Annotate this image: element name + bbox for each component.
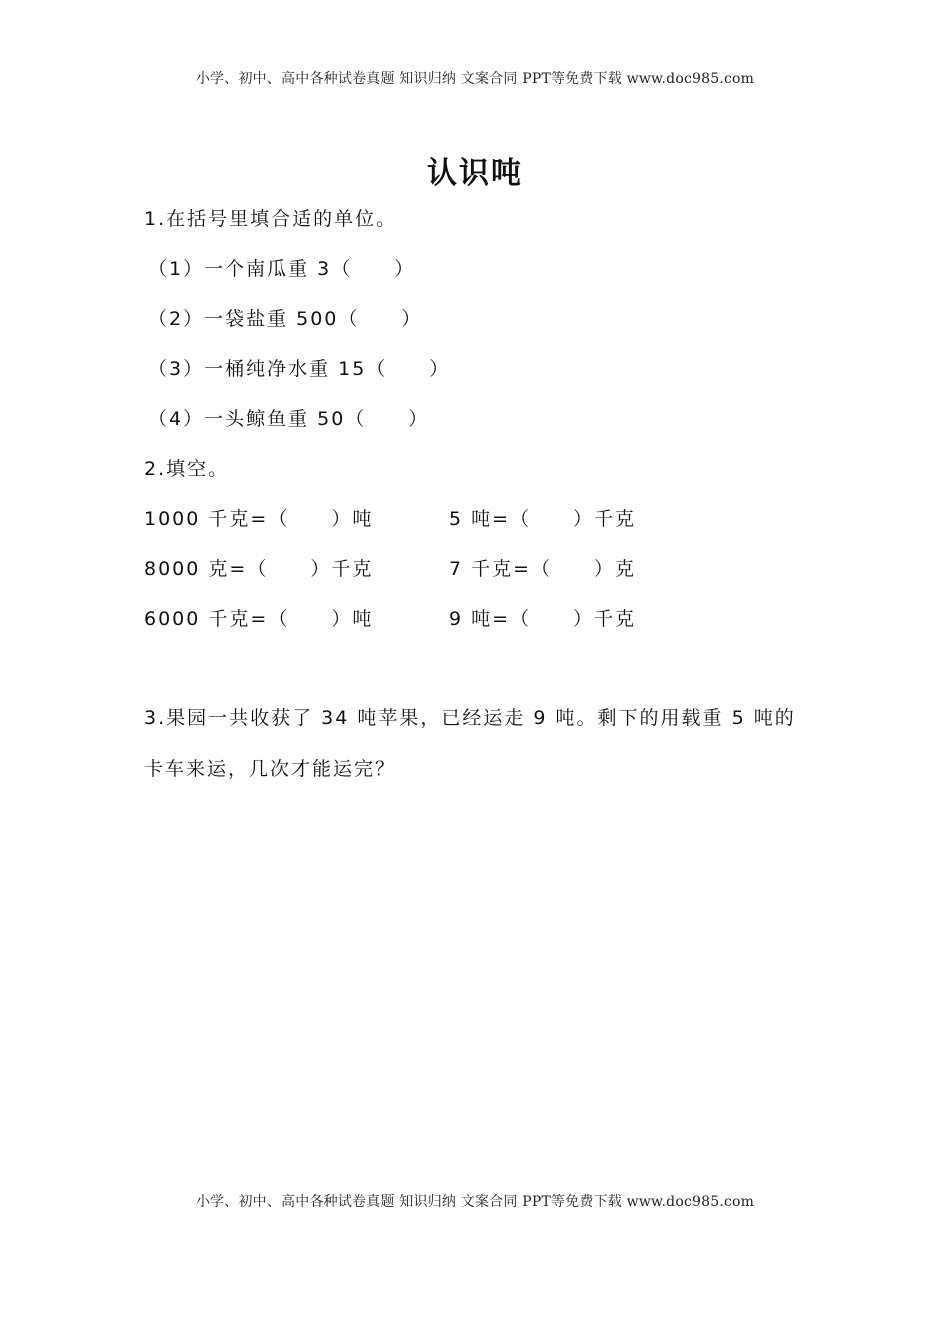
question-3-line-1: 3.果园一共收获了 34 吨苹果，已经运走 9 吨。剩下的用载重 5 吨的 xyxy=(144,707,796,729)
conversion-left: 8000 克=（ ）千克 xyxy=(144,558,374,580)
question-1-item: （3）一桶纯净水重 15（ ） xyxy=(148,358,451,380)
page-title: 认识吨 xyxy=(427,156,523,191)
question-1-item: （2）一袋盐重 500（ ） xyxy=(148,308,423,330)
conversion-left: 1000 千克=（ ）吨 xyxy=(144,508,374,530)
conversion-right: 7 千克=（ ）克 xyxy=(449,558,637,580)
question-2-heading: 2.填空。 xyxy=(144,458,230,480)
question-1-item: （4）一头鲸鱼重 50（ ） xyxy=(148,408,430,430)
conversion-right: 5 吨=（ ）千克 xyxy=(449,508,637,530)
conversion-left: 6000 千克=（ ）吨 xyxy=(144,608,374,630)
question-3-line-2: 卡车来运，几次才能运完？ xyxy=(144,758,397,780)
question-1-heading: 1.在括号里填合适的单位。 xyxy=(144,208,398,230)
question-1-item: （1）一个南瓜重 3（ ） xyxy=(148,258,416,280)
page-header: 小学、初中、高中各种试卷真题 知识归纳 文案合同 PPT等免费下载 www.doc985.com xyxy=(195,71,755,87)
page-footer: 小学、初中、高中各种试卷真题 知识归纳 文案合同 PPT等免费下载 www.doc985.com xyxy=(195,1194,755,1210)
conversion-right: 9 吨=（ ）千克 xyxy=(449,608,637,630)
